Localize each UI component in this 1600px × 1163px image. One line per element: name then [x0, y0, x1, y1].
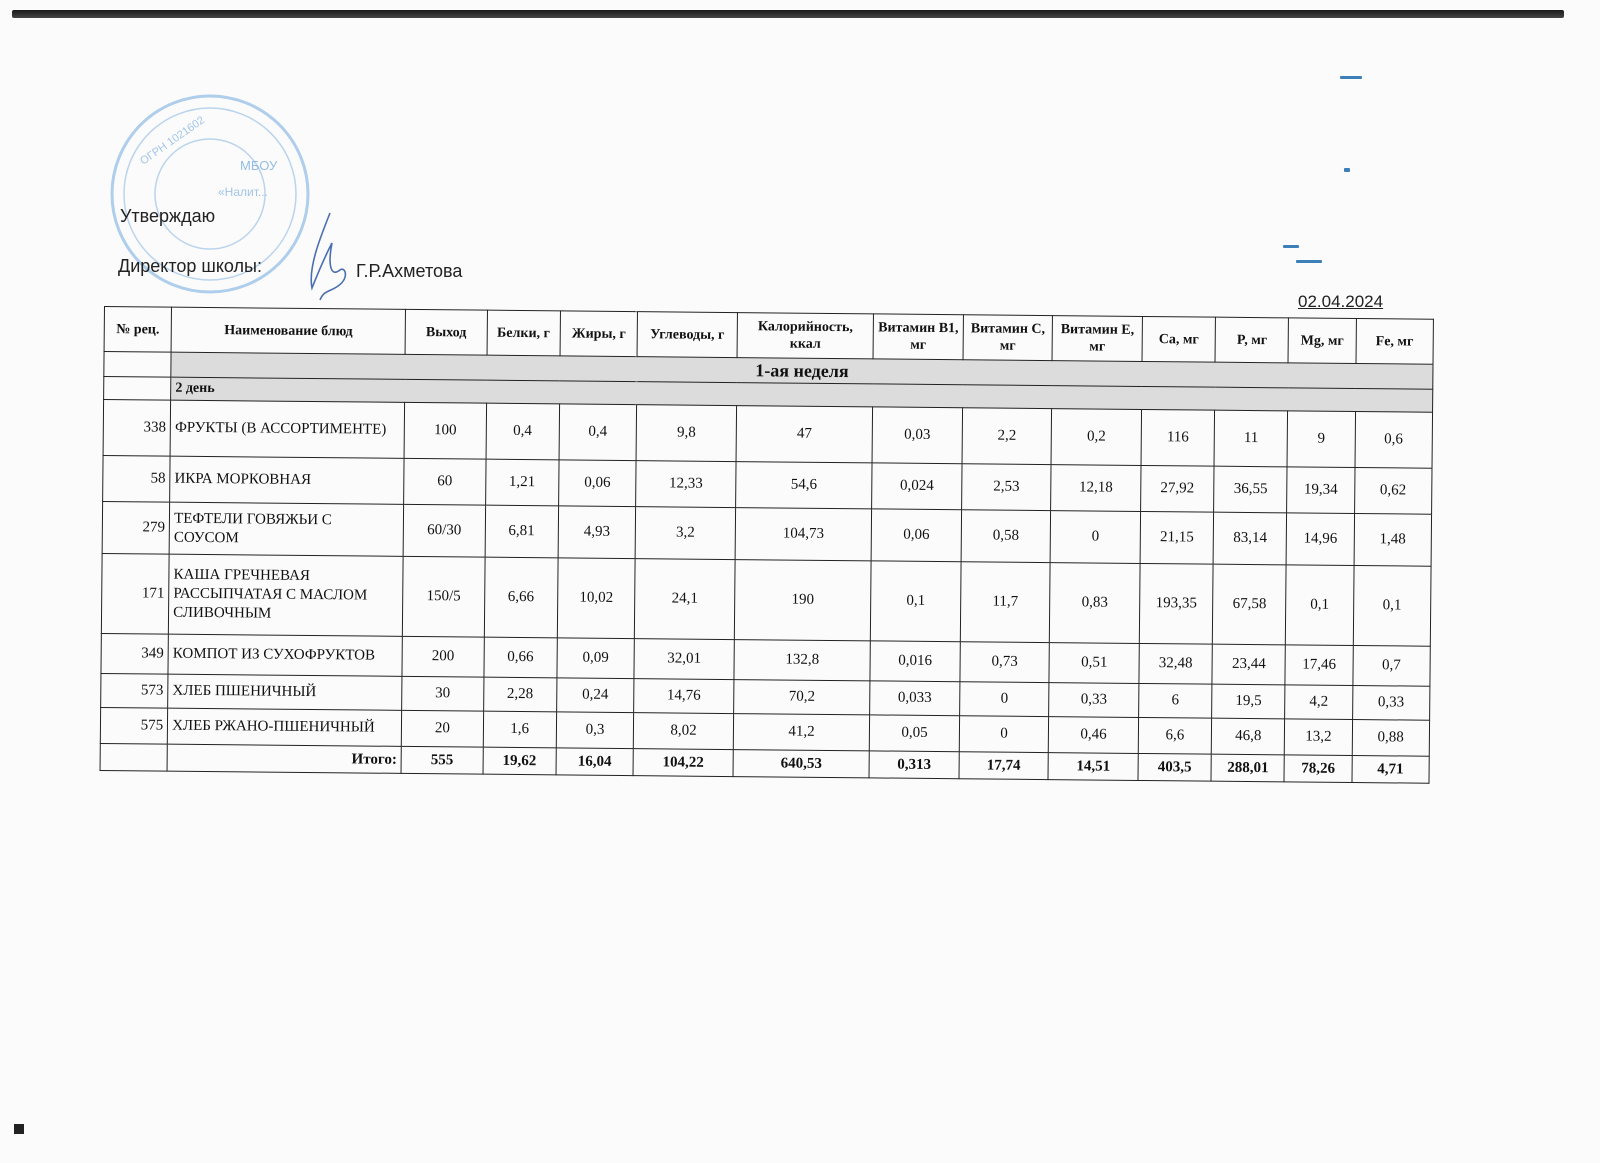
table-cell: 17,46: [1285, 645, 1353, 686]
table-cell: 0,46: [1049, 717, 1139, 754]
table-cell: 193,35: [1139, 563, 1213, 644]
table-cell: 1,48: [1354, 514, 1432, 567]
col-header: Витамин E, мг: [1052, 316, 1142, 362]
dish-name: КАША ГРЕЧНЕВАЯ РАССЫПЧАТАЯ С МАСЛОМ СЛИВОЧНЫМ: [169, 554, 404, 636]
table-cell: 46,8: [1211, 718, 1285, 755]
table-cell: 0,06: [871, 509, 961, 562]
table-cell: 54,6: [736, 462, 873, 509]
dish-name: ФРУКТЫ (В АССОРТИМЕНТЕ): [170, 400, 405, 458]
total-cell: 403,5: [1138, 753, 1212, 781]
table-cell: 70,2: [734, 680, 871, 715]
table-cell: 67,58: [1212, 564, 1286, 645]
table-cell: 41,2: [733, 714, 870, 751]
table-cell: 0,66: [484, 637, 558, 678]
col-header: № рец.: [104, 307, 172, 353]
table-cell: 0,06: [558, 460, 636, 507]
speck: [1296, 260, 1322, 263]
table-cell: 0,7: [1353, 646, 1431, 687]
table-cell: 0,016: [870, 641, 960, 682]
table-cell: 9: [1287, 411, 1355, 468]
table-cell: 4,93: [558, 506, 636, 559]
table-cell: 83,14: [1213, 512, 1287, 565]
table-cell: 0: [959, 716, 1049, 753]
stamp-ogrn: ОГРН 1021602: [138, 114, 208, 168]
recipe-number: 338: [103, 400, 171, 457]
table-cell: 0,09: [557, 638, 635, 679]
table-cell: 0,33: [1352, 686, 1430, 721]
table-cell: 0,05: [870, 715, 960, 752]
speck: [1283, 245, 1299, 248]
table-cell: 0,51: [1049, 643, 1139, 684]
table-cell: 0,83: [1050, 563, 1140, 644]
recipe-number: 573: [101, 673, 168, 708]
total-cell: 555: [401, 746, 483, 774]
total-cell: 17,74: [959, 752, 1049, 780]
table-cell: 0,03: [872, 407, 962, 464]
table-cell: 60/30: [403, 504, 485, 557]
table-cell: 0,73: [960, 642, 1050, 683]
table-cell: 0,88: [1352, 720, 1430, 757]
table-cell: 116: [1141, 409, 1215, 466]
table-cell: 0,033: [870, 681, 960, 716]
table-cell: 19,34: [1287, 467, 1355, 514]
table-cell: 14,96: [1287, 513, 1355, 566]
table-cell: 8,02: [633, 713, 733, 750]
director-name: Г.Р.Ахметова: [356, 261, 463, 281]
table-cell: 0,24: [556, 678, 634, 713]
dish-name: ТЕФТЕЛИ ГОВЯЖЬИ С СОУСОМ: [169, 502, 404, 556]
table-cell: 32,48: [1139, 643, 1213, 684]
speck: [1344, 168, 1350, 172]
table-cell: 3,2: [635, 507, 735, 560]
table-cell: 0,4: [486, 403, 560, 460]
dish-name: КОМПОТ ИЗ СУХОФРУКТОВ: [168, 634, 402, 676]
nutrition-table-wrap: [100, 306, 1434, 784]
table-cell: 11: [1214, 410, 1288, 467]
col-header: Жиры, г: [560, 311, 638, 357]
recipe-number: 575: [100, 707, 167, 744]
table-cell: 60: [404, 458, 486, 505]
day-label: 2 день: [171, 377, 1433, 412]
col-header: Fe, мг: [1356, 319, 1434, 365]
total-cell: 16,04: [556, 748, 634, 776]
table-cell: 4,2: [1285, 685, 1352, 720]
table-cell: 12,18: [1051, 465, 1141, 512]
speck: [1340, 76, 1362, 79]
table-cell: 150/5: [403, 556, 485, 637]
director-label: Директор школы:: [118, 256, 262, 276]
table-cell: 11,7: [960, 562, 1050, 643]
table-cell: 200: [402, 636, 484, 677]
total-cell: 0,313: [869, 751, 959, 779]
scan-edge: [12, 10, 1564, 18]
table-cell: 14,76: [634, 679, 734, 714]
table-cell: 2,2: [962, 408, 1052, 465]
table-cell: 0,62: [1354, 468, 1432, 515]
stamp-name: «Налит...: [218, 185, 268, 199]
col-header: Витамин C, мг: [963, 315, 1053, 361]
col-header: Витамин B1, мг: [873, 314, 963, 360]
table-cell: 6: [1139, 683, 1213, 718]
total-cell: 19,62: [483, 747, 557, 775]
recipe-number: 171: [101, 553, 169, 634]
total-cell: 14,51: [1048, 753, 1138, 781]
table-cell: 30: [402, 676, 484, 711]
recipe-number: 279: [102, 501, 170, 554]
table-cell: 190: [734, 560, 871, 641]
table-cell: 0,1: [1286, 565, 1354, 646]
table-cell: 0,024: [872, 463, 962, 510]
table-cell: 0,1: [871, 561, 961, 642]
col-header: Ca, мг: [1142, 316, 1216, 362]
table-cell: 0,2: [1051, 409, 1141, 466]
approve-label: Утверждаю: [120, 206, 216, 226]
signature: [290, 208, 370, 303]
week-label: 1-ая неделя: [171, 352, 1433, 389]
nutrition-table: [100, 306, 1434, 784]
table-cell: 23,44: [1212, 644, 1286, 685]
dish-name: ИКРА МОРКОВНАЯ: [170, 456, 404, 504]
col-header: Калорийность, ккал: [737, 313, 874, 359]
recipe-number: 58: [103, 455, 171, 502]
table-cell: 27,92: [1140, 465, 1214, 512]
table-cell: 0,1: [1353, 566, 1431, 647]
total-cell: 104,22: [633, 749, 733, 777]
table-cell: 24,1: [635, 559, 735, 640]
table-cell: 6,81: [485, 505, 559, 558]
table-cell: 1,21: [485, 459, 559, 506]
col-header: Выход: [405, 309, 487, 355]
table-cell: 36,55: [1214, 466, 1288, 513]
col-header: P, мг: [1215, 317, 1289, 363]
table-cell: 32,01: [634, 639, 734, 680]
document-date: 02.04.2024: [1298, 292, 1384, 311]
table-cell: 13,2: [1285, 719, 1352, 756]
table-cell: 2,53: [961, 464, 1051, 511]
total-cell: 640,53: [733, 750, 870, 778]
total-cell: 288,01: [1211, 754, 1285, 782]
table-cell: 0,6: [1355, 412, 1433, 469]
table-cell: 0,4: [559, 404, 637, 461]
table-cell: 6,6: [1138, 717, 1212, 754]
dish-name: ХЛЕБ ПШЕНИЧНЫЙ: [168, 674, 402, 710]
table-cell: 20: [401, 710, 483, 747]
table-cell: 132,8: [734, 640, 871, 681]
table-cell: 100: [404, 402, 486, 459]
col-header: Углеводы, г: [637, 312, 737, 358]
table-cell: 10,02: [557, 558, 635, 639]
scan-mark: [14, 1124, 24, 1134]
table-cell: 104,73: [735, 508, 872, 561]
table-cell: 21,15: [1140, 511, 1214, 564]
table-cell: 0,33: [1049, 683, 1139, 718]
col-header: Mg, мг: [1288, 318, 1356, 364]
table-cell: 2,28: [483, 677, 557, 712]
table-cell: 12,33: [636, 461, 736, 508]
table-cell: 0: [1050, 511, 1140, 564]
table-row: [101, 553, 1431, 646]
total-cell: 78,26: [1284, 755, 1351, 783]
table-cell: 9,8: [636, 405, 736, 462]
table-cell: 0: [959, 682, 1049, 717]
table-cell: 1,6: [483, 711, 557, 748]
total-cell: 4,71: [1352, 755, 1430, 783]
total-label: Итого:: [167, 744, 401, 773]
col-header: Наименование блюд: [171, 307, 405, 354]
stamp-org: МБОУ: [240, 158, 278, 173]
dish-name: ХЛЕБ РЖАНО-ПШЕНИЧНЫЙ: [167, 708, 401, 746]
table-cell: 19,5: [1212, 684, 1286, 719]
table-cell: 0,58: [961, 510, 1051, 563]
col-header: Белки, г: [487, 310, 561, 356]
table-cell: 0,3: [556, 712, 634, 749]
table-cell: 47: [736, 406, 873, 463]
table-cell: 6,66: [484, 557, 558, 638]
recipe-number: 349: [101, 633, 169, 674]
